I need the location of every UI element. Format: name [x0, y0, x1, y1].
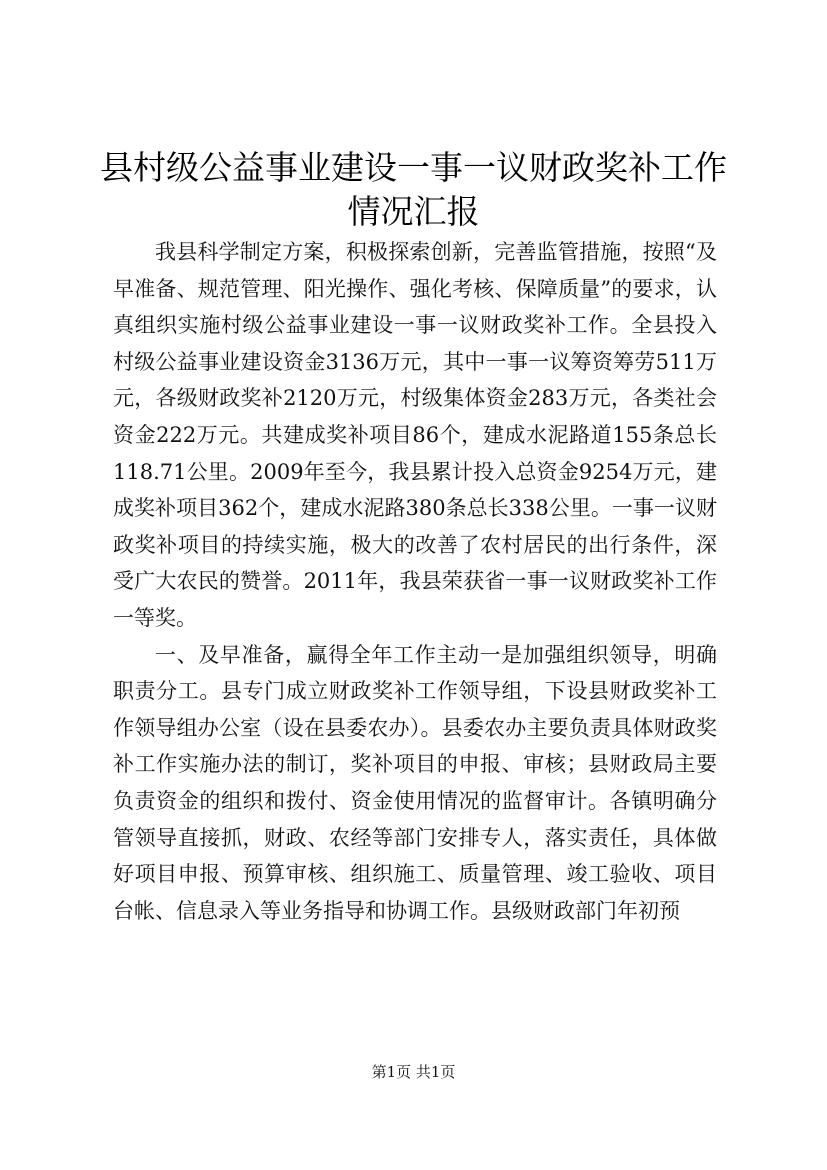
document-body — [113, 234, 717, 929]
page-footer: 第1页 共1页 — [371, 1063, 456, 1081]
document-title: 县村级公益事业建设一事一议财政奖补工作情况汇报 — [100, 148, 727, 231]
paragraph-intro: 我县科学制定方案，积极探索创新，完善监管措施，按照“及早准备、规范管理、阳光操作、强化考核、保障质量”的要求，认真组织实施村级公益事业建设一事一议财政奖补工作。全县投入村级公益事业建设资金3136万元，其中一事一议筹资筹劳511万元，各级财政奖补2120万元，村级集体资金283万元，各类社会资金222万元。共建成奖补项目86个，建成水泥路道155条总长118.71公里。2009年至今，我县累计投入总资金9254万元，建成奖补项目362个，建成水泥路380条总长338公里。一事一议财政奖补项目的持续实施，极大的改善了农村居民的出行条件，深受广大农民的赞誉。2011年，我县荣获省一事一议财政奖补工作一等奖。 — [113, 240, 717, 630]
paragraph-section-1: 一、及早准备，赢得全年工作主动一是加强组织领导，明确职责分工。县专门成立财政奖补工作领导组，下设县财政奖补工作领导组办公室（设在县委农办）。县委农办主要负责具体财政奖补工作实施办法的制订，奖补项目的申报、审核；县财政局主要负责资金的组织和拨付、资金使用情况的监督审计。各镇明确分管领导直接抓，财政、农经等部门安排专人，落实责任，具体做好项目申报、预算审核、组织施工、质量管理、竣工验收、项目台帐、信息录入等业务指导和协调工作。县级财政部门年初预 — [113, 642, 717, 923]
